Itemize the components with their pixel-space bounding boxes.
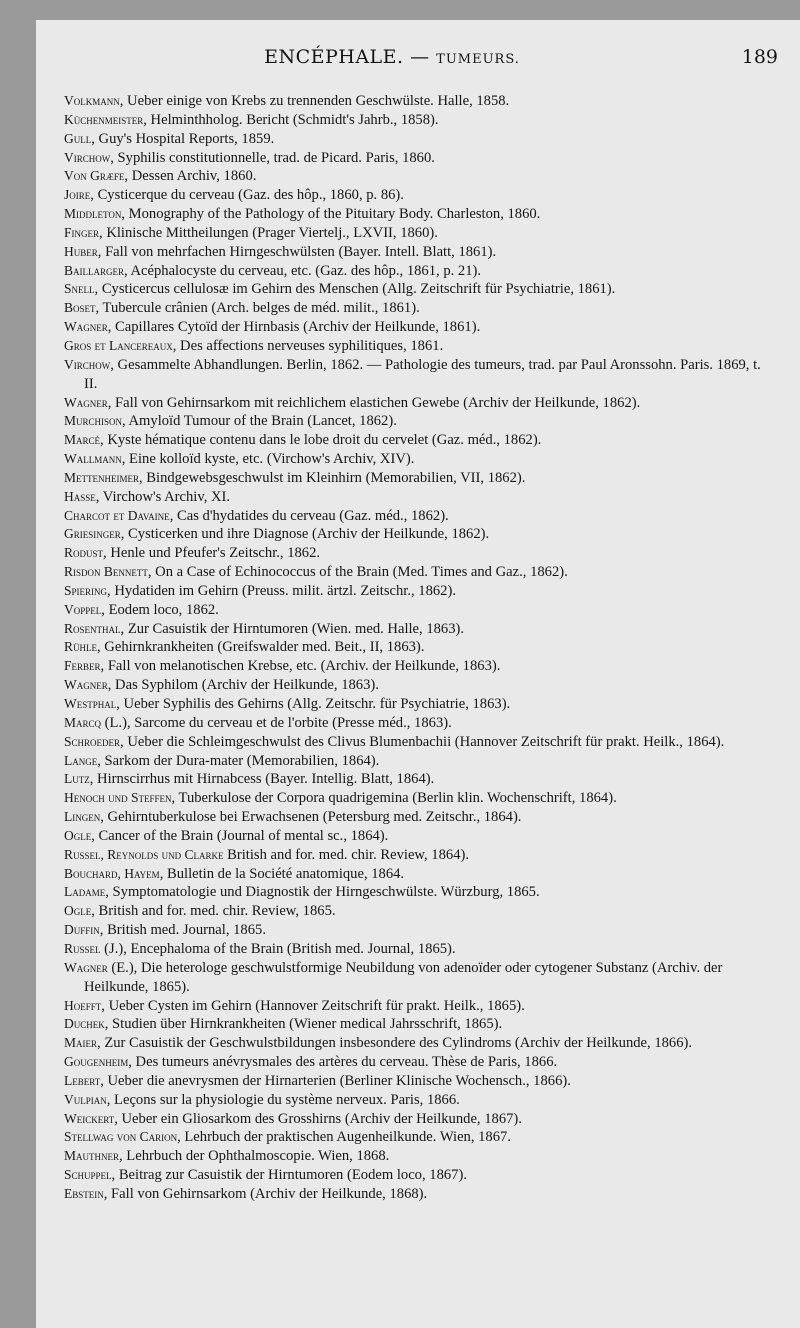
entry-text: , Amyloïd Tumour of the Brain (Lancet, 1862). bbox=[122, 413, 397, 430]
bibliography-entry bbox=[64, 1072, 768, 1091]
entry-author: Mauthner bbox=[64, 1148, 119, 1164]
bibliography-entry bbox=[64, 846, 768, 865]
entry-author: Wagner bbox=[64, 319, 108, 335]
entry-author: Vulpian bbox=[64, 1091, 107, 1107]
bibliography-entry bbox=[64, 733, 768, 752]
entry-text: , Lehrbuch der praktischen Augenheilkunde. Wien, 1867. bbox=[177, 1129, 511, 1146]
entry-text: , Gehirnkrankheiten (Greifswalder med. Beit., II, 1863). bbox=[97, 639, 425, 656]
entry-text: , Capillares Cytoïd der Hirnbasis (Archiv der Heilkunde, 1861). bbox=[107, 319, 481, 336]
entry-text: , Bulletin de la Société anatomique, 1864. bbox=[159, 865, 405, 882]
bibliography-entry bbox=[64, 638, 768, 657]
running-title-sub: TUMEURS. bbox=[436, 52, 520, 67]
bibliography-entry bbox=[64, 1091, 768, 1110]
entry-text: , Beitrag zur Casuistik der Hirntumoren (Eodem loco, 1867). bbox=[111, 1167, 467, 1184]
bibliography-entry bbox=[64, 1053, 768, 1072]
bibliography-entry bbox=[64, 507, 768, 526]
entry-author: Westphal bbox=[64, 696, 117, 711]
bibliography-entry bbox=[64, 1166, 768, 1185]
bibliography-entry bbox=[64, 752, 768, 771]
entry-author: Lange bbox=[64, 752, 98, 768]
entry-author: Schuppel bbox=[64, 1167, 112, 1183]
bibliography-entry bbox=[64, 450, 768, 469]
entry-author: Schroeder bbox=[64, 733, 121, 749]
entry-text: , Leçons sur la physiologie du système nerveux. Paris, 1866. bbox=[106, 1091, 460, 1108]
entry-author: Küchenmeister bbox=[64, 111, 144, 127]
entry-author: Bouchard, Hayem bbox=[64, 865, 160, 881]
bibliography-entry bbox=[64, 770, 768, 789]
bibliography-entry bbox=[64, 337, 768, 356]
bibliography-entry bbox=[64, 902, 768, 921]
entry-text: , Hirnscirrhus mit Hirnabcess (Bayer. Intellig. Blatt, 1864). bbox=[89, 771, 435, 788]
entry-author: Charcot et Davaine bbox=[64, 507, 170, 523]
entry-author: Maier bbox=[64, 1035, 98, 1051]
entry-author: Wallmann bbox=[64, 451, 122, 467]
entry-author: Virchow bbox=[64, 149, 111, 165]
entry-text: , Tubercule crânien (Arch. belges de méd. milit., 1861). bbox=[95, 300, 420, 317]
entry-text: , Fall von melanotischen Krebse, etc. (Archiv. der Heilkunde, 1863). bbox=[100, 658, 501, 675]
entry-text: , Cysticercus cellulosæ im Gehirn des Menschen (Allg. Zeitschrift für Psychiatrie, 1861). bbox=[94, 281, 616, 298]
bibliography-entry bbox=[64, 111, 768, 130]
entry-author: Mettenheimer bbox=[64, 469, 139, 485]
entry-text: , Lehrbuch der Ophthalmoscopie. Wien, 1868. bbox=[119, 1148, 390, 1165]
entry-author: Wagner bbox=[64, 677, 108, 693]
entry-author: Marcq bbox=[64, 714, 102, 730]
entry-text: , Zur Casuistik der Hirntumoren (Wien. med. Halle, 1863). bbox=[120, 620, 465, 637]
entry-text: , Cancer of the Brain (Journal of mental sc., 1864). bbox=[91, 827, 389, 844]
running-title bbox=[62, 46, 722, 68]
entry-text: , Fall von mehrfachen Hirngeschwülsten (Bayer. Intell. Blatt, 1861). bbox=[97, 243, 497, 260]
bibliography-entry bbox=[64, 865, 768, 884]
entry-author: Virchow bbox=[64, 356, 111, 372]
bibliography-entry bbox=[64, 714, 768, 733]
bibliography-entry bbox=[64, 224, 768, 243]
page-number: 189 bbox=[741, 46, 778, 68]
entry-author: Boset bbox=[64, 300, 96, 316]
entry-text: , British med. Journal, 1865. bbox=[99, 922, 266, 939]
entry-text: , Ueber Syphilis des Gehirns (Allg. Zeitschr. für Psychiatrie, 1863). bbox=[116, 696, 511, 712]
bibliography-entry bbox=[64, 883, 768, 902]
entry-text: , Hydatiden im Gehirn (Preuss. milit. ärtzl. Zeitschr., 1862). bbox=[107, 582, 456, 599]
entry-author: Huber bbox=[64, 243, 98, 259]
entry-text: , Acéphalocyste du cerveau, etc. (Gaz. des hôp., 1861, p. 21). bbox=[124, 262, 482, 279]
bibliography-entry bbox=[64, 1185, 768, 1204]
entry-author: Wagner bbox=[64, 959, 108, 975]
entry-text: , Des tumeurs anévrysmales des artères du cerveau. Thèse de Paris, 1866. bbox=[128, 1054, 558, 1071]
entry-author: Duffin bbox=[64, 922, 100, 938]
entry-text: (L.), Sarcome du cerveau et de l'orbite (Presse méd., 1863). bbox=[101, 714, 452, 731]
entry-text: , Kyste hématique contenu dans le lobe droit du cervelet (Gaz. méd., 1862). bbox=[100, 432, 542, 449]
entry-author: Gougenheim bbox=[64, 1054, 129, 1070]
bibliography-entry bbox=[64, 676, 768, 695]
entry-text: , Guy's Hospital Reports, 1859. bbox=[91, 130, 275, 147]
entry-text: , Tuberkulose der Corpora quadrigemina (Berlin klin. Wochenschrift, 1864). bbox=[171, 790, 617, 807]
bibliography-list bbox=[64, 92, 768, 1204]
bibliography-entry bbox=[64, 243, 768, 262]
bibliography-entry bbox=[64, 469, 768, 488]
bibliography-entry bbox=[64, 808, 768, 827]
bibliography-entry bbox=[64, 1034, 768, 1053]
book-page bbox=[36, 20, 800, 1328]
entry-author: Duchek bbox=[64, 1016, 105, 1032]
entry-author: Ladame bbox=[64, 884, 106, 900]
bibliography-entry bbox=[64, 130, 768, 149]
running-title-main: ENCÉPHALE. — bbox=[264, 46, 430, 68]
entry-text: , Gesammelte Abhandlungen. Berlin, 1862. — Pathologie des tumeurs, trad. par Paul Aronssohn. Paris. 1869, t. II. bbox=[84, 356, 761, 392]
bibliography-entry bbox=[64, 620, 768, 639]
entry-author: Wagner bbox=[64, 394, 108, 410]
bibliography-entry bbox=[64, 921, 768, 940]
entry-author: Gros et Lancereaux bbox=[64, 337, 173, 353]
entry-author: Hoefft bbox=[64, 997, 102, 1013]
entry-text: , Cas d'hydatides du cerveau (Gaz. méd., 1862). bbox=[169, 507, 449, 524]
entry-text: , British and for. med. chir. Review, 1865. bbox=[91, 903, 336, 920]
bibliography-entry bbox=[64, 356, 768, 394]
entry-author: Hasse bbox=[64, 488, 96, 504]
bibliography-entry bbox=[64, 394, 768, 413]
entry-author: Ogle bbox=[64, 827, 92, 843]
entry-text: , On a Case of Echinococcus of the Brain (Med. Times and Gaz., 1862). bbox=[147, 564, 568, 581]
entry-text: , Ueber die Schleimgeschwulst des Clivus Blumenbachii (Hannover Zeitschrift für prakt. Heilk., 1864). bbox=[120, 733, 725, 750]
entry-author: Rühle bbox=[64, 639, 97, 655]
entry-author: Ebstein bbox=[64, 1185, 104, 1201]
bibliography-entry bbox=[64, 280, 768, 299]
entry-author: Stellwag von Carion bbox=[64, 1129, 178, 1145]
bibliography-entry bbox=[64, 92, 768, 111]
entry-text: , Dessen Archiv, 1860. bbox=[124, 168, 257, 185]
bibliography-entry bbox=[64, 601, 768, 620]
bibliography-entry bbox=[64, 695, 768, 714]
page-header bbox=[62, 46, 782, 76]
entry-author: Lebert bbox=[64, 1072, 101, 1088]
bibliography-entry bbox=[64, 544, 768, 563]
entry-text: , Syphilis constitutionnelle, trad. de Picard. Paris, 1860. bbox=[110, 149, 435, 166]
entry-author: Finger bbox=[64, 224, 100, 240]
entry-text: , Klinische Mittheilungen (Prager Viertelj., LXVII, 1860). bbox=[99, 224, 438, 241]
bibliography-entry bbox=[64, 525, 768, 544]
bibliography-entry bbox=[64, 657, 768, 676]
entry-author: Volkmann bbox=[64, 93, 120, 108]
bibliography-entry bbox=[64, 262, 768, 281]
entry-author: Russel bbox=[64, 940, 101, 956]
bibliography-entry bbox=[64, 1015, 768, 1034]
bibliography-entry bbox=[64, 205, 768, 224]
entry-text: , Ueber ein Gliosarkom des Grosshirns (Archiv der Heilkunde, 1867). bbox=[114, 1110, 522, 1127]
entry-text: , Ueber Cysten im Gehirn (Hannover Zeitschrift für prakt. Heilk., 1865). bbox=[101, 997, 525, 1014]
entry-author: Baillarger bbox=[64, 262, 124, 278]
entry-author: Marcé bbox=[64, 432, 101, 448]
entry-text: , Des affections nerveuses syphilitiques, 1861. bbox=[172, 337, 444, 354]
entry-author: Spiering bbox=[64, 582, 108, 598]
entry-author: Ogle bbox=[64, 903, 92, 919]
entry-text: , Cysticerken und ihre Diagnose (Archiv der Heilkunde, 1862). bbox=[120, 526, 490, 543]
entry-author: Joire bbox=[64, 187, 91, 203]
entry-author: Snell bbox=[64, 281, 95, 297]
bibliography-entry bbox=[64, 997, 768, 1016]
entry-author: Risdon Bennett bbox=[64, 564, 148, 580]
entry-text: , Monography of the Pathology of the Pituitary Body. Charleston, 1860. bbox=[121, 206, 541, 223]
entry-text: , Helminthholog. Bericht (Schmidt's Jahrb., 1858). bbox=[143, 111, 439, 128]
bibliography-entry bbox=[64, 167, 768, 186]
entry-text: (J.), Encephaloma of the Brain (British med. Journal, 1865). bbox=[100, 940, 456, 957]
entry-text: , Das Syphilom (Archiv der Heilkunde, 1863). bbox=[107, 677, 379, 694]
bibliography-entry bbox=[64, 299, 768, 318]
entry-text: , Eine kolloïd kyste, etc. (Virchow's Archiv, XIV). bbox=[121, 451, 415, 468]
bibliography-entry bbox=[64, 1128, 768, 1147]
entry-text: , Henle und Pfeufer's Zeitschr., 1862. bbox=[103, 545, 321, 562]
entry-author: Rodust bbox=[64, 545, 104, 561]
bibliography-entry bbox=[64, 318, 768, 337]
entry-author: Henoch und Steffen bbox=[64, 790, 172, 806]
entry-text: , Studien über Hirnkrankheiten (Wiener medical Jahrsschrift, 1865). bbox=[104, 1016, 503, 1033]
entry-author: Griesinger bbox=[64, 526, 121, 542]
bibliography-entry bbox=[64, 563, 768, 582]
entry-author: Russel, Reynolds und Clarke bbox=[64, 846, 224, 862]
entry-text: , Symptomatologie und Diagnostik der Hirngeschwülste. Würzburg, 1865. bbox=[105, 884, 540, 901]
entry-author: Gull bbox=[64, 130, 92, 146]
entry-text: , Fall von Gehirnsarkom mit reichlichem elastichen Gewebe (Archiv der Heilkunde, 1862). bbox=[107, 394, 641, 411]
bibliography-entry bbox=[64, 959, 768, 997]
bibliography-entry bbox=[64, 827, 768, 846]
entry-text: (E.), Die heterologe geschwulstformige Neubildung von adenoïder oder cytogener Substanz (Archiv. der Heilkunde, 1865). bbox=[84, 959, 723, 995]
entry-author: Ferber bbox=[64, 658, 101, 674]
bibliography-entry bbox=[64, 186, 768, 205]
entry-text: , Bindgewebsgeschwulst im Kleinhirn (Memorabilien, VII, 1862). bbox=[139, 469, 526, 486]
bibliography-entry bbox=[64, 149, 768, 168]
bibliography-entry bbox=[64, 431, 768, 450]
bibliography-entry bbox=[64, 940, 768, 959]
entry-text: , Ueber die anevrysmen der Hirnarterien (Berliner Klinische Wochensch., 1866). bbox=[100, 1072, 571, 1089]
entry-text: , Gehirntuberkulose bei Erwachsenen (Petersburg med. Zeitschr., 1864). bbox=[100, 809, 522, 826]
bibliography-entry bbox=[64, 488, 768, 507]
bibliography-entry bbox=[64, 1110, 768, 1129]
bibliography-entry bbox=[64, 582, 768, 601]
entry-text: , Ueber einige von Krebs zu trennenden Geschwülste. Halle, 1858. bbox=[119, 93, 510, 109]
entry-author: Rosenthal bbox=[64, 620, 121, 636]
entry-text: , Eodem loco, 1862. bbox=[101, 601, 219, 618]
entry-author: Murchison bbox=[64, 413, 123, 429]
bibliography-entry bbox=[64, 1147, 768, 1166]
entry-text: British and for. med. chir. Review, 1864). bbox=[223, 846, 470, 863]
entry-author: Voppel bbox=[64, 601, 102, 617]
entry-text: , Virchow's Archiv, XI. bbox=[95, 488, 231, 505]
entry-text: , Sarkom der Dura-mater (Memorabilien, 1864). bbox=[97, 752, 380, 769]
entry-author: Lingen bbox=[64, 809, 101, 825]
entry-text: , Cysticerque du cerveau (Gaz. des hôp., 1860, p. 86). bbox=[90, 187, 404, 204]
entry-text: , Zur Casuistik der Geschwulstbildungen insbesondere des Cylindroms (Archiv der Heilkunde, 1866). bbox=[97, 1035, 693, 1052]
entry-author: Middleton bbox=[64, 206, 122, 222]
entry-author: Weickert bbox=[64, 1110, 115, 1126]
entry-text: , Fall von Gehirnsarkom (Archiv der Heilkunde, 1868). bbox=[103, 1185, 428, 1202]
bibliography-entry bbox=[64, 789, 768, 808]
bibliography-entry bbox=[64, 412, 768, 431]
entry-author: Lutz bbox=[64, 771, 90, 787]
entry-author: Von Græfe bbox=[64, 168, 125, 184]
